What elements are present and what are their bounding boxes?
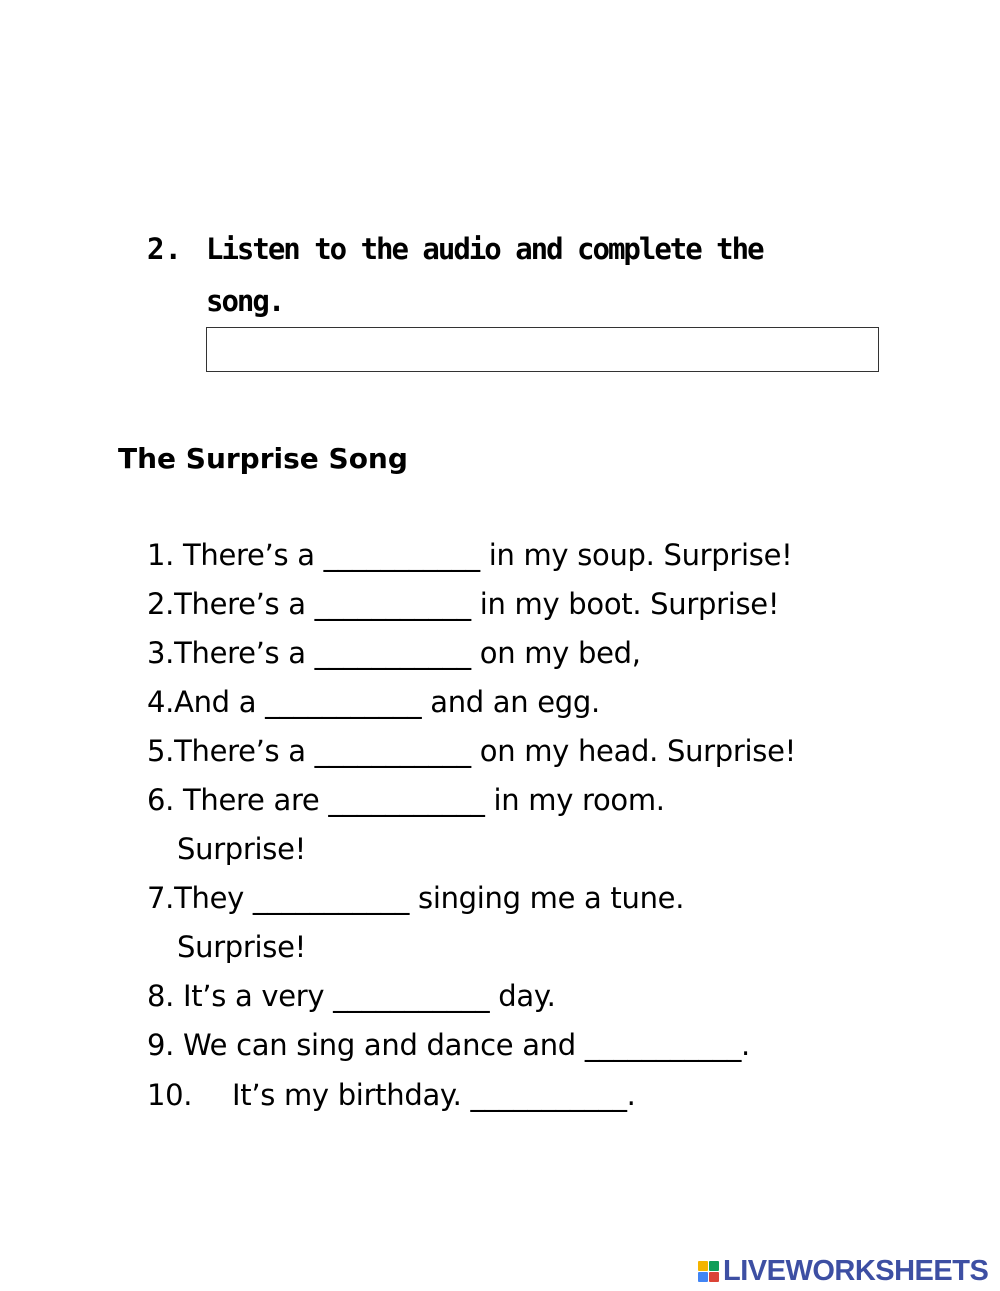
song-line-4: 4.And a ___________ and an egg. xyxy=(147,685,600,719)
logo-block-green xyxy=(709,1261,719,1271)
song-line-7-continued: Surprise! xyxy=(177,930,306,964)
song-title: The Surprise Song xyxy=(118,442,408,475)
question-number: 2. xyxy=(147,232,182,266)
song-line-5: 5.There’s a ___________ on my head. Surprise! xyxy=(147,734,796,768)
logo-block-red xyxy=(709,1272,719,1282)
question-instruction-line-2: song. xyxy=(206,284,284,318)
logo-block-blue xyxy=(698,1272,708,1282)
song-line-6-continued: Surprise! xyxy=(177,832,306,866)
question-instruction-line-1: Listen to the audio and complete the xyxy=(206,232,763,266)
song-line-10-number: 10. xyxy=(147,1078,193,1112)
song-line-1: 1. There’s a ___________ in my soup. Surprise! xyxy=(147,538,793,572)
song-line-8: 8. It’s a very ___________ day. xyxy=(147,979,556,1013)
song-line-10: It’s my birthday. ___________. xyxy=(232,1078,636,1112)
song-line-3: 3.There’s a ___________ on my bed, xyxy=(147,636,641,670)
audio-answer-box[interactable] xyxy=(206,327,879,372)
song-line-6: 6. There are ___________ in my room. xyxy=(147,783,665,817)
song-line-9: 9. We can sing and dance and ___________. xyxy=(147,1028,750,1062)
liveworksheets-logo xyxy=(698,1255,988,1288)
logo-blocks-icon xyxy=(698,1261,719,1282)
song-line-7: 7.They ___________ singing me a tune. xyxy=(147,881,685,915)
song-line-2: 2.There’s a ___________ in my boot. Surprise! xyxy=(147,587,780,621)
logo-text: LIVEWORKSHEETS xyxy=(723,1255,989,1287)
logo-block-yellow xyxy=(698,1261,708,1271)
